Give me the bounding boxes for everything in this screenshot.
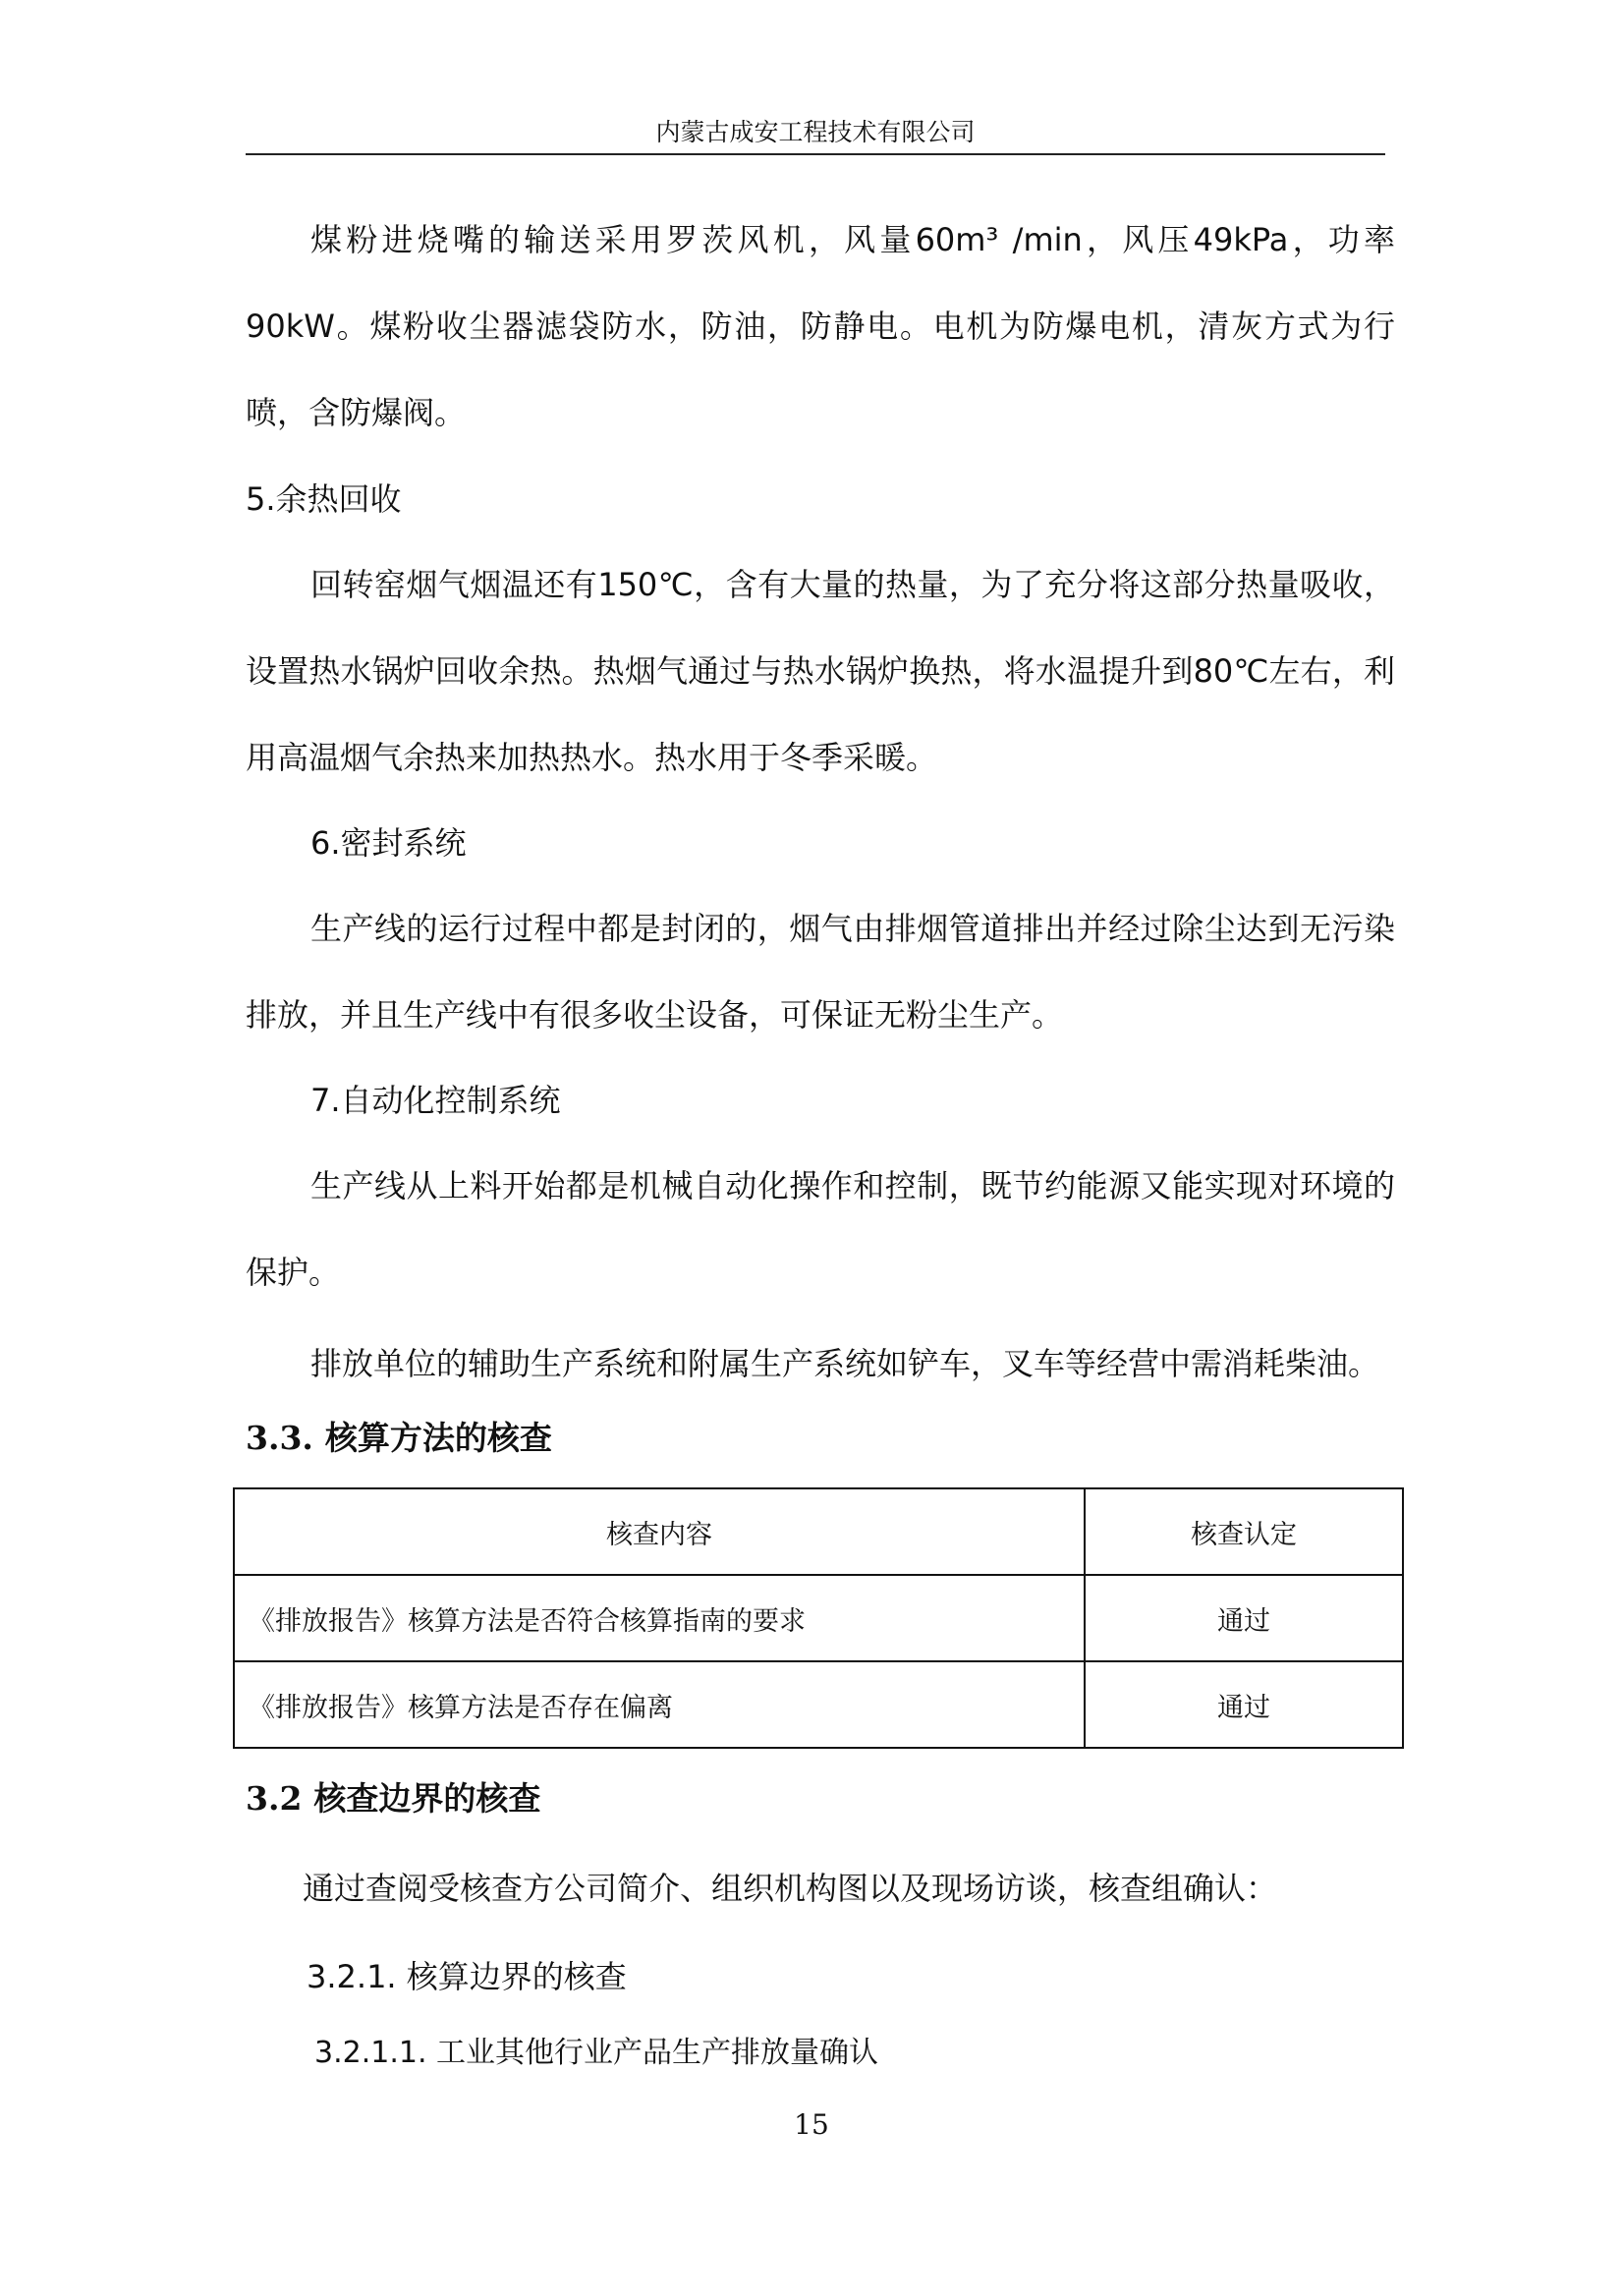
paragraph-heat-recovery: 回转窑烟气烟温还有150℃，含有大量的热量，为了充分将这部分热量吸收，设置热水锅炉回收余热。热烟气通过与热水锅炉换热，将水温提升到80℃左右，利用高温烟气余热来加热热水。热水用于冬季采暖。 [246, 566, 1395, 776]
header-rule [246, 153, 1385, 155]
table-cell-content: 《排放报告》核算方法是否符合核算指南的要求 [234, 1575, 1085, 1661]
table-cell-content: 《排放报告》核算方法是否存在偏离 [234, 1661, 1085, 1748]
paragraph-coal-conveying: 煤粉进烧嘴的输送采用罗茨风机，风量60m³ /min，风压49kPa，功率90kW。煤粉收尘器滤袋防水，防油，防静电。电机为防爆电机，清灰方式为行喷，含防爆阀。 [246, 221, 1395, 431]
header-company-name: 内蒙古成安工程技术有限公司 [655, 118, 976, 146]
section-heading-3-2 [246, 1779, 540, 1819]
subsection-heading-3-2-1: 3.2.1. 核算边界的核查 [307, 1958, 627, 1995]
table-row [234, 1575, 1403, 1661]
section-number: 3.2 [246, 1779, 303, 1818]
subheading-heat-recovery: 5.余热回收 [246, 480, 402, 518]
page-number: 15 [794, 2108, 829, 2141]
table-row [234, 1661, 1403, 1748]
subsection-heading-3-2-1-1: 3.2.1.1. 工业其他行业产品生产排放量确认 [314, 2036, 879, 2070]
table-cell-result: 通过 [1085, 1661, 1403, 1748]
section-heading-3-3 [246, 1419, 552, 1458]
table-header-content: 核查内容 [234, 1488, 1085, 1575]
section-number: 3.3. [246, 1419, 313, 1457]
table-cell-result: 通过 [1085, 1575, 1403, 1661]
section-title: 核查边界的核查 [313, 1779, 541, 1818]
paragraph-automation-system: 生产线从上料开始都是机械自动化操作和控制，既节约能源又能实现对环境的保护。 [246, 1167, 1395, 1291]
paragraph-auxiliary-systems: 排放单位的辅助生产系统和附属生产系统如铲车，叉车等经营中需消耗柴油。 [310, 1345, 1380, 1382]
paragraph-sealing-system: 生产线的运行过程中都是封闭的，烟气由排烟管道排出并经过除尘达到无污染排放，并且生产线中有很多收尘设备，可保证无粉尘生产。 [246, 910, 1395, 1034]
table-header-result: 核查认定 [1085, 1488, 1403, 1575]
verification-table [233, 1487, 1404, 1749]
subheading-automation-system: 7.自动化控制系统 [310, 1082, 561, 1119]
subheading-sealing-system: 6.密封系统 [310, 824, 467, 862]
table-header-row [234, 1488, 1403, 1575]
paragraph-boundary-intro: 通过查阅受核查方公司简介、组织机构图以及现场访谈，核查组确认： [303, 1870, 1278, 1907]
section-title: 核算方法的核查 [324, 1419, 552, 1457]
